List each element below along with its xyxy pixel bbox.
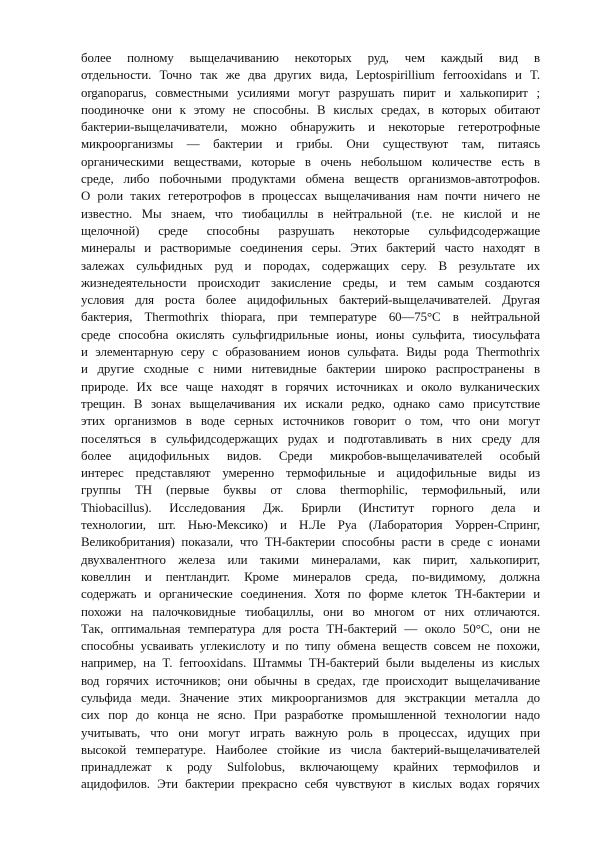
body-text [81, 50, 540, 794]
text-line: вод горячих источников; они обычны в средах, где происходит выщелачивание [81, 673, 540, 688]
text-line: сульфида меди. Значение этих микроорганизмов для экстракции металла до [81, 690, 540, 705]
text-line: микроорганизмы — бактерии и грибы. Они существуют там, питаясь [81, 137, 540, 152]
text-line: например, на T. ferrooxidans. Штаммы ТН-бактерий были выделены из кислых [81, 656, 540, 671]
text-line: интерес представляют умеренно термофильные и ацидофильные виды из [81, 466, 540, 481]
text-line: более ацидофильных видов. Среди микробов-выщелачивателей особый [81, 448, 540, 463]
text-line: Так, оптимальная температура для роста ТН-бактерий — около 50°С, они не [81, 621, 540, 636]
text-line: залежах сульфидных руд и породах, содержащих серу. В результате их [81, 258, 540, 273]
text-line: похожи на палочковидные тиобациллы, они во многом от них отличаются. [81, 604, 540, 619]
text-line: органическими веществами, которые в очень небольшом количестве есть в [81, 154, 540, 169]
text-line: принадлежат к роду Sulfolobus, включающему крайних термофилов и [81, 760, 540, 775]
text-line: более полному выщелачиванию некоторых руд, чем каждый вид в [81, 51, 540, 65]
text-line: бактерии-выщелачиватели, можно обнаружить и некоторые гетеротрофные [81, 120, 540, 135]
text-line: технологии, шт. Нью-Мексико) и Н.Ле Руа (Лаборатория Уоррен-Спринг, [81, 518, 540, 533]
text-line: этих организмов в воде серных источников говорит о том, что они могут [81, 414, 540, 429]
text-line: Великобритания) показали, что ТН-бактерии способны расти в среде с ионами [81, 535, 540, 550]
text-line: известно. Мы знаем, что тиобациллы в нейтральной (т.е. не кислой и не [81, 206, 540, 221]
text-line: трещин. В зонах выщелачивания их искали редко, однако само присутствие [81, 396, 540, 411]
text-line: высокой температуре. Наиболее стойкие из числа бактерий-выщелачивателей [81, 742, 540, 757]
text-line: ковеллин и пентландит. Кроме минералов среда, по-видимому, должна [81, 569, 540, 584]
text-line: О роли таких гетеротрофов в процессах выщелачивания нам почти ничего не [81, 189, 540, 204]
text-line: и другие сходные с ними нитевидные бактерии широко распространены в [81, 362, 540, 377]
text-line: содержать и органические соединения. Хотя по форме клеток ТН-бактерии и [81, 587, 540, 602]
text-line: учитывать, что они могут играть важную роль в процессах, идущих при [81, 725, 540, 740]
text-line: группы ТН (первые буквы от слова thermophilic, термофильный, или [81, 483, 540, 498]
text-line: отдельности. Точно так же два других вида, Leptospirillium ferrooxidans и T. [81, 68, 540, 83]
text-line: двухвалентного железа или такими минералами, как пирит, халькопирит, [81, 552, 540, 567]
text-line: способны усваивать углекислоту и по типу обмена веществ совсем не похожи, [81, 639, 540, 654]
text-line: условия для роста более ацидофильных бактерий-выщелачивателей. Другая [81, 293, 540, 308]
text-line: среде способна окислять сульфгидрильные ионы, ионы сульфита, тиосульфата [81, 327, 540, 342]
text-line: ацидофилов. Эти бактерии прекрасно себя чувствуют в кислых водах горячих [81, 777, 540, 792]
text-line: organoparus, совместными усилиями могут разрушать пирит и халькопирит ; [81, 85, 540, 100]
text-line: поселяться в сульфидсодержащих рудах и подготавливать в них среду для [81, 431, 540, 446]
text-line: сих пор до конца не ясно. При разработке промышленной технологии надо [81, 708, 540, 723]
text-line: жизнедеятельности происходит закисление среды, и тем самым создаются [81, 275, 540, 290]
text-line: и элементарную серу с образованием ионов сульфата. Виды рода Thermothrix [81, 345, 540, 360]
text-line: Thiobacillus). Исследования Дж. Брирли (Институт горного дела и [81, 500, 540, 515]
text-line: природе. Их все чаще находят в горячих источниках и около вулканических [81, 379, 540, 394]
text-line: щелочной) среде способны разрушать некоторые сульфидсодержащие [81, 223, 540, 238]
text-line: поодиночке они к этому не способны. В кислых средах, в которых обитают [81, 102, 540, 117]
text-line: минералы и растворимые соединения серы. Этих бактерий часто находят в [81, 241, 540, 256]
text-line: бактерия, Thermothrix thiopara, при температуре 60—75°С в нейтральной [81, 310, 540, 325]
text-line: среде, либо побочными продуктами обмена веществ организмов-автотрофов. [81, 172, 540, 187]
